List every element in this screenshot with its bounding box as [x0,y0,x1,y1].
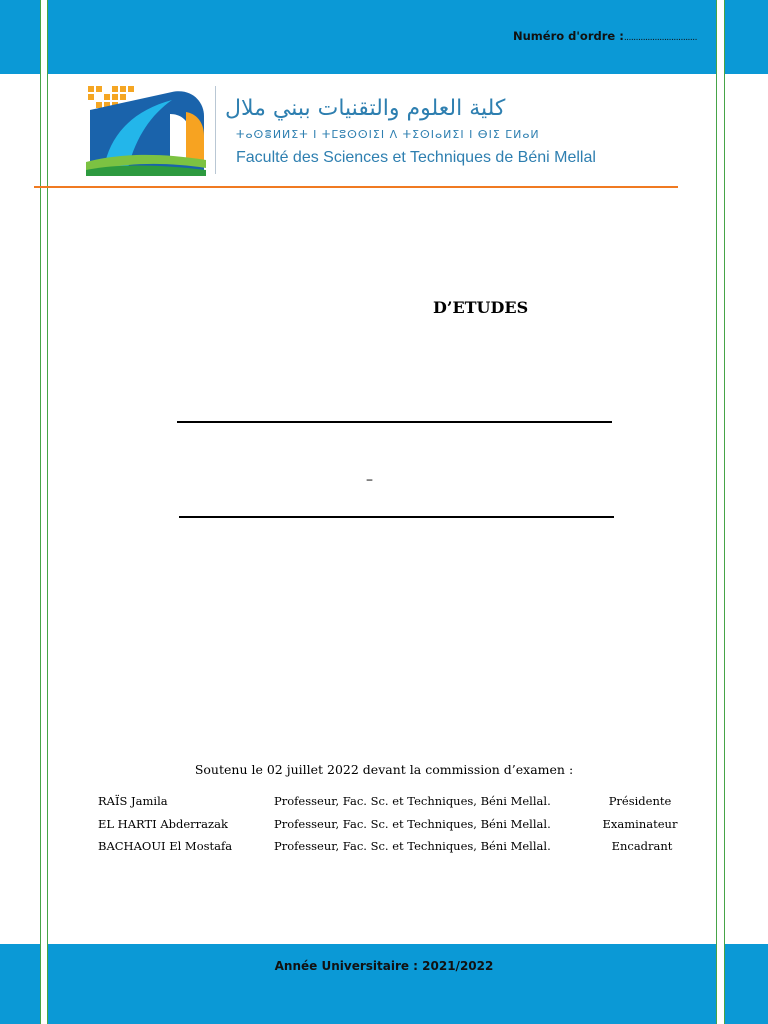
defense-statement: Soutenu le 02 juillet 2022 devant la commission d’examen : [194,762,574,777]
title-rule-top [177,421,612,423]
jury-role: Examinateur [602,817,678,831]
jury-name: BACHAOUI El Mostafa [98,839,233,853]
faculty-logo [86,84,206,176]
title-rule-bottom [179,516,614,518]
frame-line [47,0,48,1024]
bottom-band [0,944,768,1024]
frame-line [716,0,717,1024]
logo-separator [215,86,216,174]
jury-member [0,839,768,859]
jury-affiliation: Professeur, Fac. Sc. et Techniques, Béni Mellal. [274,794,551,808]
frame-line [40,0,41,1024]
header-rule [34,186,678,188]
jury-role: Présidente [608,794,672,808]
jury-affiliation: Professeur, Fac. Sc. et Techniques, Béni Mellal. [274,839,551,853]
jury-member [0,817,768,837]
faculty-name-arabic: كلية العلوم والتقنيات ببني ملال [225,96,506,121]
order-dots: ............................... [623,33,697,43]
faculty-name-tifinagh: ⵜⴰⵙⴻⵍⵍⵉⵜ ⵏ ⵜⵎⵓⵙⵙⵏⵉⵏ ⴷ ⵜⵉⵙⵏⴰⵍⵉⵏ ⵏ ⴱⵏⵉ ⵎⵍⴰⵍ [236,128,540,141]
academic-year: Année Universitaire : 2021/2022 [274,959,494,973]
document-heading: D’ETUDES [433,298,529,317]
jury-role: Encadrant [611,839,673,853]
title-dash: – [366,472,373,488]
jury-affiliation: Professeur, Fac. Sc. et Techniques, Béni Mellal. [274,817,551,831]
order-label: Numéro d'ordre : [513,29,624,43]
jury-member [0,794,768,814]
faculty-name-french: Faculté des Sciences et Techniques de Béni Mellal [236,149,596,166]
order-number [513,29,697,43]
jury-name: EL HARTI Abderrazak [98,817,228,831]
jury-name: RAÏS Jamila [98,794,168,808]
frame-line [724,0,725,1024]
